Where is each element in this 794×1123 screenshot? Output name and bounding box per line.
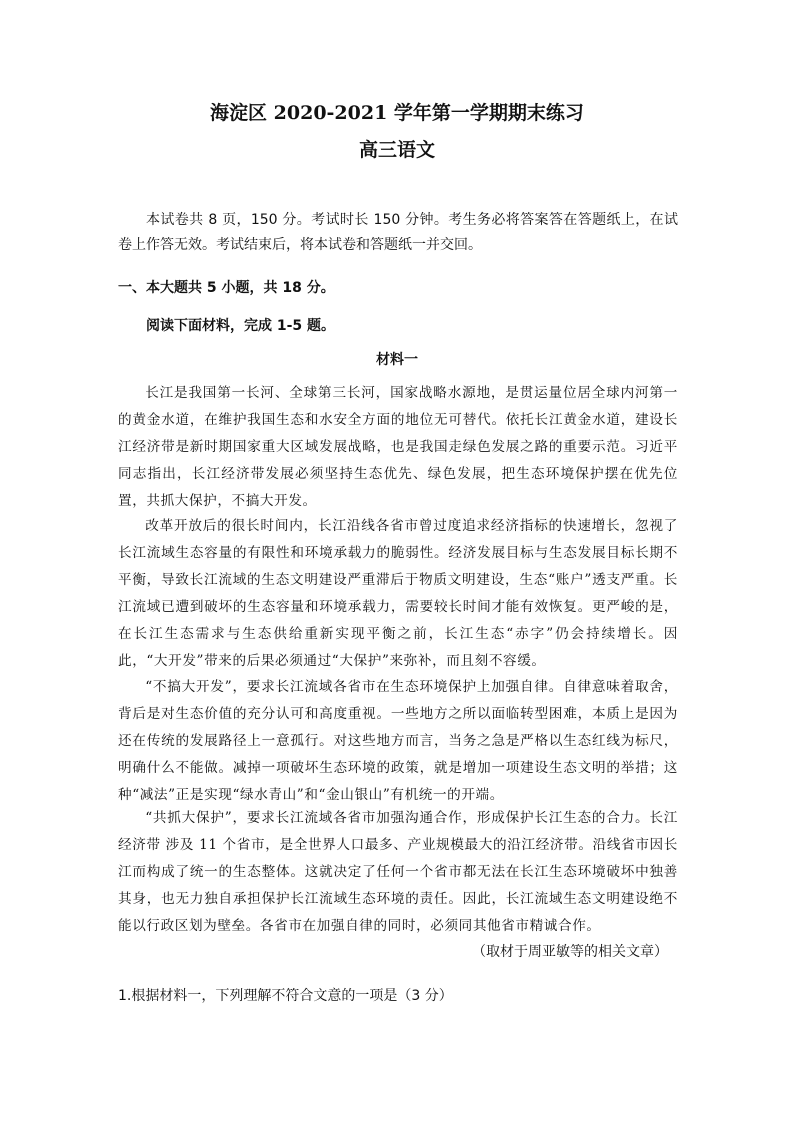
exam-instructions: 本试卷共 8 页，150 分。考试时长 150 分钟。考生务必将答案答在答题纸上，在试卷上作答无效。考试结束后，将本试卷和答题纸一并交回。 bbox=[118, 212, 678, 253]
exam-subject: 高三语文 bbox=[358, 139, 435, 161]
material-paragraph: “共抓大保护”，要求长江流域各省市加强沟通合作，形成保护长江生态的合力。长江经济带 涉及 11 个省市，是全世界人口最多、产业规模最大的沿江经济带。沿线省市因长江而构成了统一的生态整体。这就决定了任何一个省市都无法在长江生态环境破坏中独善其身，也无力独自承担保护长江流域生态环境的责任。因此，长江流域生态文明建设绝不能以行政区划为壁垒。各省市在加强自律的同时，必须同其他省市精诚合作。 bbox=[118, 810, 678, 934]
material-source: （取材于周亚敏等的相关文章） bbox=[472, 944, 668, 960]
material-title: 材料一 bbox=[376, 352, 418, 368]
material-paragraph: “不搞大开发”，要求长江流域各省市在生态环境保护上加强自律。自律意味着取舍，背后是对生态价值的充分认可和高度重视。一些地方之所以面临转型困难，本质上是因为还在传统的发展路径上一意孤行。对这些地方而言，当务之急是严格以生态红线为标尺，明确什么不能做。减掉一项破坏生态环境的政策，就是增加一项建设生态文明的举措；这种“减法”正是实现“绿水青山”和“金山银山”有机统一的开端。 bbox=[118, 679, 678, 803]
material-paragraph: 改革开放后的很长时间内，长江沿线各省市曾过度追求经济指标的快速增长，忽视了长江流域生态容量的有限性和环境承载力的脆弱性。经济发展目标与生态发展目标长期不平衡，导致长江流域的生态文明建设严重滞后于物质文明建设，生态“账户”透支严重。长江流域已遭到破坏的生态容量和环境承载力，需要较长时间才能有效恢复。更严峻的是，在长江生态需求与生态供给重新实现平衡之前，长江生态“赤字”仍会持续增长。因此，“大开发”带来的后果必须通过“大保护”来弥补，而且刻不容缓。 bbox=[118, 518, 678, 669]
material-paragraph: 长江是我国第一长河、全球第三长河，国家战略水源地，是贯运量位居全球内河第一的黄金水道，在维护我国生态和水安全方面的地位无可替代。依托长江黄金水道，建设长江经济带是新时期国家重大区域发展战略，也是我国走绿色发展之路的重要示范。习近平同志指出，长江经济带发展必须坚持生态优先、绿色发展，把生态环境保护摆在优先位置，共抓大保护，不搞大开发。 bbox=[118, 385, 678, 509]
reading-instruction: 阅读下面材料，完成 1-5 题。 bbox=[146, 318, 336, 334]
exam-title: 海淀区 2020-2021 学年第一学期期末练习 bbox=[210, 102, 584, 124]
question-1: 1.根据材料一，下列理解不符合文意的一项是（3 分） bbox=[118, 988, 453, 1004]
section-heading: 一、本大题共 5 小题，共 18 分。 bbox=[118, 280, 335, 296]
